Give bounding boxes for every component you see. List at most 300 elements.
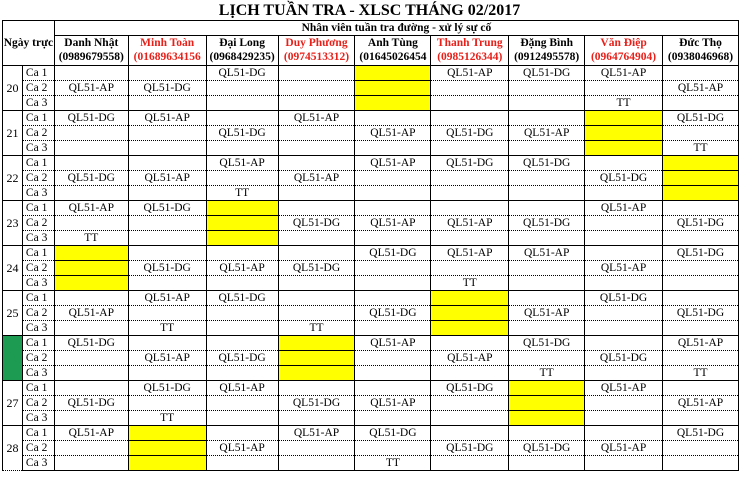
assignment-cell [278, 81, 355, 96]
staff-phone: (0964764904) [585, 51, 663, 66]
shift-label: Ca 1 [22, 426, 54, 441]
shift-row [3, 411, 739, 426]
assignment-cell [585, 216, 663, 231]
assignment-cell [431, 171, 509, 186]
assignment-cell: QL51-AP [278, 171, 355, 186]
shift-row [3, 96, 739, 111]
staff-phone: (0938046968) [663, 51, 739, 66]
shift-label: Ca 2 [22, 171, 54, 186]
assignment-cell: QL51-DG [355, 306, 431, 321]
assignment-cell [355, 441, 431, 456]
assignment-cell [585, 321, 663, 336]
day-off-cell [54, 261, 128, 276]
assignment-cell [585, 246, 663, 261]
assignment-cell: TT [663, 141, 739, 156]
shift-label: Ca 3 [22, 231, 54, 246]
assignment-cell [355, 321, 431, 336]
shift-label: Ca 2 [22, 306, 54, 321]
staff-phone: (0985126344) [431, 51, 509, 66]
assignment-cell [585, 81, 663, 96]
shift-row [3, 381, 739, 396]
assignment-cell [509, 231, 585, 246]
assignment-cell: QL51-AP [206, 156, 278, 171]
staff-name: Đức Thọ [663, 36, 739, 51]
assignment-cell: QL51-DG [663, 426, 739, 441]
assignment-cell [585, 156, 663, 171]
shift-label: Ca 3 [22, 456, 54, 471]
assignment-cell [54, 456, 128, 471]
day-off-cell [431, 306, 509, 321]
assignment-cell [278, 126, 355, 141]
assignment-cell [355, 231, 431, 246]
shift-row [3, 216, 739, 231]
assignment-cell: QL51-DG [206, 291, 278, 306]
assignment-cell [663, 291, 739, 306]
assignment-cell [431, 201, 509, 216]
shift-label: Ca 2 [22, 216, 54, 231]
shift-label: Ca 1 [22, 156, 54, 171]
staff-phone: (01689634156 [128, 51, 206, 66]
assignment-cell [278, 141, 355, 156]
assignment-cell: QL51-AP [128, 351, 206, 366]
day-off-cell [128, 426, 206, 441]
shift-label: Ca 2 [22, 351, 54, 366]
day-off-cell [206, 216, 278, 231]
assignment-cell: TT [128, 411, 206, 426]
assignment-cell: QL51-DG [54, 171, 128, 186]
assignment-cell [128, 186, 206, 201]
assignment-cell [278, 186, 355, 201]
assignment-cell: QL51-AP [663, 81, 739, 96]
assignment-cell: QL51-AP [585, 201, 663, 216]
assignment-cell [663, 351, 739, 366]
day-off-cell [663, 171, 739, 186]
assignment-cell: QL51-AP [585, 66, 663, 81]
shift-row [3, 426, 739, 441]
assignment-cell: QL51-AP [431, 66, 509, 81]
assignment-cell: QL51-DG [431, 156, 509, 171]
shift-label: Ca 3 [22, 141, 54, 156]
assignment-cell [278, 201, 355, 216]
assignment-cell: QL51-DG [54, 336, 128, 351]
assignment-cell: QL51-AP [585, 441, 663, 456]
assignment-cell [206, 276, 278, 291]
assignment-cell [54, 141, 128, 156]
assignment-cell [54, 381, 128, 396]
shift-row [3, 66, 739, 81]
shift-row [3, 396, 739, 411]
assignment-cell [206, 336, 278, 351]
assignment-cell [278, 411, 355, 426]
assignment-cell: QL51-DG [509, 156, 585, 171]
assignment-cell: QL51-DG [585, 291, 663, 306]
shift-label: Ca 2 [22, 441, 54, 456]
assignment-cell [128, 216, 206, 231]
assignment-cell: QL51-AP [54, 306, 128, 321]
assignment-cell: QL51-DG [585, 351, 663, 366]
assignment-cell [431, 261, 509, 276]
assignment-cell: QL51-AP [355, 336, 431, 351]
assignment-cell [509, 141, 585, 156]
assignment-cell [431, 366, 509, 381]
shift-row [3, 81, 739, 96]
shift-label: Ca 2 [22, 396, 54, 411]
day-number: 27 [3, 381, 23, 426]
assignment-cell: QL51-DG [663, 246, 739, 261]
assignment-cell: TT [585, 96, 663, 111]
assignment-cell [509, 171, 585, 186]
patrol-schedule-table [2, 20, 739, 471]
assignment-cell [206, 141, 278, 156]
shift-row [3, 261, 739, 276]
assignment-cell: QL51-DG [54, 396, 128, 411]
assignment-cell [663, 201, 739, 216]
assignment-cell: QL51-AP [355, 216, 431, 231]
shift-label: Ca 3 [22, 411, 54, 426]
shift-row [3, 306, 739, 321]
assignment-cell [355, 351, 431, 366]
assignment-cell [206, 396, 278, 411]
assignment-cell [128, 306, 206, 321]
assignment-cell [585, 231, 663, 246]
assignment-cell [585, 396, 663, 411]
assignment-cell [128, 66, 206, 81]
shift-label: Ca 1 [22, 336, 54, 351]
assignment-cell [585, 456, 663, 471]
assignment-cell [278, 456, 355, 471]
assignment-cell [509, 186, 585, 201]
shift-row [3, 276, 739, 291]
assignment-cell: QL51-DG [278, 261, 355, 276]
staff-name: Duy Phương [278, 36, 355, 51]
assignment-cell: QL51-DG [278, 216, 355, 231]
assignment-cell: QL51-AP [663, 336, 739, 351]
assignment-cell [509, 81, 585, 96]
assignment-cell: QL51-DG [355, 246, 431, 261]
day-off-cell [431, 321, 509, 336]
assignment-cell: QL51-DG [663, 216, 739, 231]
assignment-cell: QL51-DG [128, 381, 206, 396]
assignment-cell [355, 141, 431, 156]
assignment-cell: QL51-DG [663, 111, 739, 126]
assignment-cell: QL51-DG [509, 66, 585, 81]
assignment-cell [54, 366, 128, 381]
staff-name: Thanh Trung [431, 36, 509, 51]
assignment-cell: QL51-AP [585, 381, 663, 396]
assignment-cell [278, 276, 355, 291]
assignment-cell [355, 261, 431, 276]
staff-name: Minh Toàn [128, 36, 206, 51]
assignment-cell [509, 276, 585, 291]
assignment-cell: QL51-AP [509, 126, 585, 141]
assignment-cell: QL51-DG [355, 426, 431, 441]
assignment-cell: QL51-AP [431, 351, 509, 366]
assignment-cell [431, 96, 509, 111]
staff-phone: (0912495578) [509, 51, 585, 66]
assignment-cell [278, 381, 355, 396]
assignment-cell [355, 366, 431, 381]
day-off-cell [509, 381, 585, 396]
assignment-cell: QL51-AP [206, 261, 278, 276]
staff-name: Đại Long [206, 36, 278, 51]
assignment-cell: TT [431, 276, 509, 291]
shift-label: Ca 3 [22, 321, 54, 336]
assignment-cell [663, 381, 739, 396]
assignment-cell [54, 126, 128, 141]
day-off-cell [128, 441, 206, 456]
shift-label: Ca 2 [22, 261, 54, 276]
assignment-cell: QL51-AP [431, 246, 509, 261]
assignment-cell [431, 456, 509, 471]
assignment-cell [663, 66, 739, 81]
assignment-cell [431, 186, 509, 201]
shift-label: Ca 2 [22, 81, 54, 96]
assignment-cell [585, 276, 663, 291]
day-number: 23 [3, 201, 23, 246]
assignment-cell [128, 366, 206, 381]
assignment-cell [128, 126, 206, 141]
assignment-cell [509, 261, 585, 276]
assignment-cell: QL51-AP [54, 426, 128, 441]
assignment-cell [663, 441, 739, 456]
assignment-cell [206, 81, 278, 96]
assignment-cell [509, 291, 585, 306]
assignment-cell [278, 66, 355, 81]
day-off-cell [355, 66, 431, 81]
assignment-cell [206, 426, 278, 441]
day-off-cell [355, 96, 431, 111]
assignment-cell [585, 411, 663, 426]
shift-row [3, 291, 739, 306]
staff-phone: (0968429235) [206, 51, 278, 66]
shift-label: Ca 3 [22, 276, 54, 291]
assignment-cell [663, 96, 739, 111]
assignment-cell: QL51-DG [431, 441, 509, 456]
shift-row [3, 321, 739, 336]
assignment-cell [278, 306, 355, 321]
assignment-cell [278, 246, 355, 261]
assignment-cell [355, 171, 431, 186]
assignment-cell: QL51-DG [128, 81, 206, 96]
assignment-cell [355, 381, 431, 396]
shift-row [3, 231, 739, 246]
assignment-cell: QL51-AP [278, 111, 355, 126]
day-off-cell [355, 81, 431, 96]
day-off-cell [585, 126, 663, 141]
assignment-cell: QL51-DG [585, 171, 663, 186]
assignment-cell [128, 336, 206, 351]
shift-row [3, 456, 739, 471]
shift-label: Ca 3 [22, 96, 54, 111]
assignment-cell [585, 306, 663, 321]
shift-row [3, 186, 739, 201]
assignment-cell [663, 276, 739, 291]
assignment-cell [54, 351, 128, 366]
day-off-cell [206, 231, 278, 246]
assignment-cell [663, 411, 739, 426]
assignment-cell [509, 456, 585, 471]
assignment-cell [355, 186, 431, 201]
assignment-cell [54, 321, 128, 336]
assignment-cell [278, 291, 355, 306]
assignment-cell [278, 231, 355, 246]
day-number: 26 [3, 336, 23, 381]
day-off-cell [431, 291, 509, 306]
day-off-cell [663, 186, 739, 201]
assignment-cell: QL51-AP [355, 126, 431, 141]
staff-name: Đặng Bình [509, 36, 585, 51]
assignment-cell: QL51-AP [54, 81, 128, 96]
assignment-cell: QL51-DG [128, 261, 206, 276]
assignment-cell [509, 96, 585, 111]
assignment-cell [54, 96, 128, 111]
assignment-cell [663, 231, 739, 246]
assignment-cell [585, 366, 663, 381]
assignment-cell [431, 111, 509, 126]
assignment-cell: TT [206, 186, 278, 201]
assignment-cell [128, 96, 206, 111]
assignment-cell [206, 171, 278, 186]
assignment-cell: QL51-DG [509, 336, 585, 351]
assignment-cell: QL51-DG [128, 201, 206, 216]
assignment-cell: QL51-DG [431, 381, 509, 396]
shift-label: Ca 3 [22, 186, 54, 201]
assignment-cell: QL51-AP [509, 246, 585, 261]
assignment-cell [54, 186, 128, 201]
assignment-cell: QL51-AP [128, 111, 206, 126]
assignment-cell [509, 351, 585, 366]
assignment-cell [278, 96, 355, 111]
assignment-cell: QL51-DG [206, 126, 278, 141]
assignment-cell: TT [355, 456, 431, 471]
staff-group-subtitle: Nhân viên tuần tra đường - xử lý sự cố [54, 21, 738, 36]
assignment-cell [278, 156, 355, 171]
assignment-cell [278, 441, 355, 456]
assignment-cell: TT [278, 321, 355, 336]
assignment-cell: QL51-DG [206, 351, 278, 366]
shift-row [3, 201, 739, 216]
assignment-cell [431, 396, 509, 411]
assignment-cell: QL51-AP [206, 441, 278, 456]
assignment-cell [54, 156, 128, 171]
assignment-cell: QL51-AP [128, 291, 206, 306]
day-off-cell [54, 276, 128, 291]
day-number: 21 [3, 111, 23, 156]
shift-label: Ca 1 [22, 201, 54, 216]
assignment-cell: QL51-AP [128, 171, 206, 186]
assignment-cell [509, 321, 585, 336]
staff-name: Văn Điệp [585, 36, 663, 51]
assignment-cell: QL51-DG [54, 111, 128, 126]
assignment-cell [663, 456, 739, 471]
day-off-cell [128, 456, 206, 471]
assignment-cell [431, 81, 509, 96]
assignment-cell [431, 336, 509, 351]
shift-label: Ca 2 [22, 126, 54, 141]
day-off-cell [509, 411, 585, 426]
page-title: LỊCH TUẦN TRA - XLSC THÁNG 02/2017 [218, 2, 521, 19]
assignment-cell [431, 141, 509, 156]
assignment-cell [206, 96, 278, 111]
assignment-cell [206, 306, 278, 321]
shift-row [3, 351, 739, 366]
staff-phone: (01645026454 [355, 51, 431, 66]
assignment-cell [206, 111, 278, 126]
assignment-cell: QL51-DG [431, 126, 509, 141]
assignment-cell: QL51-AP [431, 216, 509, 231]
shift-row [3, 441, 739, 456]
assignment-cell [509, 426, 585, 441]
assignment-cell: TT [128, 321, 206, 336]
assignment-cell [128, 156, 206, 171]
shift-label: Ca 1 [22, 246, 54, 261]
assignment-cell [206, 366, 278, 381]
assignment-cell: QL51-AP [206, 381, 278, 396]
assignment-cell [54, 441, 128, 456]
assignment-cell: QL51-DG [509, 216, 585, 231]
assignment-cell: QL51-DG [278, 396, 355, 411]
assignment-cell [663, 261, 739, 276]
day-off-cell [54, 246, 128, 261]
assignment-cell [128, 396, 206, 411]
assignment-cell [206, 456, 278, 471]
assignment-cell [355, 411, 431, 426]
assignment-cell: QL51-AP [585, 261, 663, 276]
assignment-cell: QL51-AP [509, 306, 585, 321]
assignment-cell: QL51-AP [355, 156, 431, 171]
shift-row [3, 171, 739, 186]
shift-label: Ca 1 [22, 381, 54, 396]
assignment-cell: QL51-DG [206, 66, 278, 81]
assignment-cell: TT [54, 231, 128, 246]
shift-label: Ca 3 [22, 366, 54, 381]
assignment-cell [128, 141, 206, 156]
assignment-cell: QL51-AP [663, 396, 739, 411]
day-off-cell [206, 201, 278, 216]
shift-label: Ca 1 [22, 291, 54, 306]
assignment-cell [128, 276, 206, 291]
assignment-cell: QL51-AP [355, 396, 431, 411]
staff-name: Danh Nhật [54, 36, 128, 51]
day-number: 22 [3, 156, 23, 201]
day-off-cell [278, 351, 355, 366]
assignment-cell: QL51-AP [54, 201, 128, 216]
day-number: 28 [3, 426, 23, 471]
ngay-truc-header: Ngày trực [3, 21, 55, 66]
assignment-cell [585, 336, 663, 351]
assignment-cell: QL51-DG [509, 441, 585, 456]
assignment-cell [355, 291, 431, 306]
assignment-cell [54, 291, 128, 306]
day-off-cell [278, 366, 355, 381]
shift-row [3, 366, 739, 381]
day-off-cell [278, 336, 355, 351]
shift-label: Ca 1 [22, 66, 54, 81]
staff-name: Anh Tùng [355, 36, 431, 51]
shift-row [3, 141, 739, 156]
day-off-cell [509, 396, 585, 411]
shift-row [3, 336, 739, 351]
assignment-cell [206, 321, 278, 336]
assignment-cell [585, 426, 663, 441]
shift-label: Ca 1 [22, 111, 54, 126]
assignment-cell: TT [509, 366, 585, 381]
staff-phone: (0974513312) [278, 51, 355, 66]
assignment-cell [663, 126, 739, 141]
assignment-cell [355, 276, 431, 291]
assignment-cell [355, 111, 431, 126]
assignment-cell [128, 231, 206, 246]
